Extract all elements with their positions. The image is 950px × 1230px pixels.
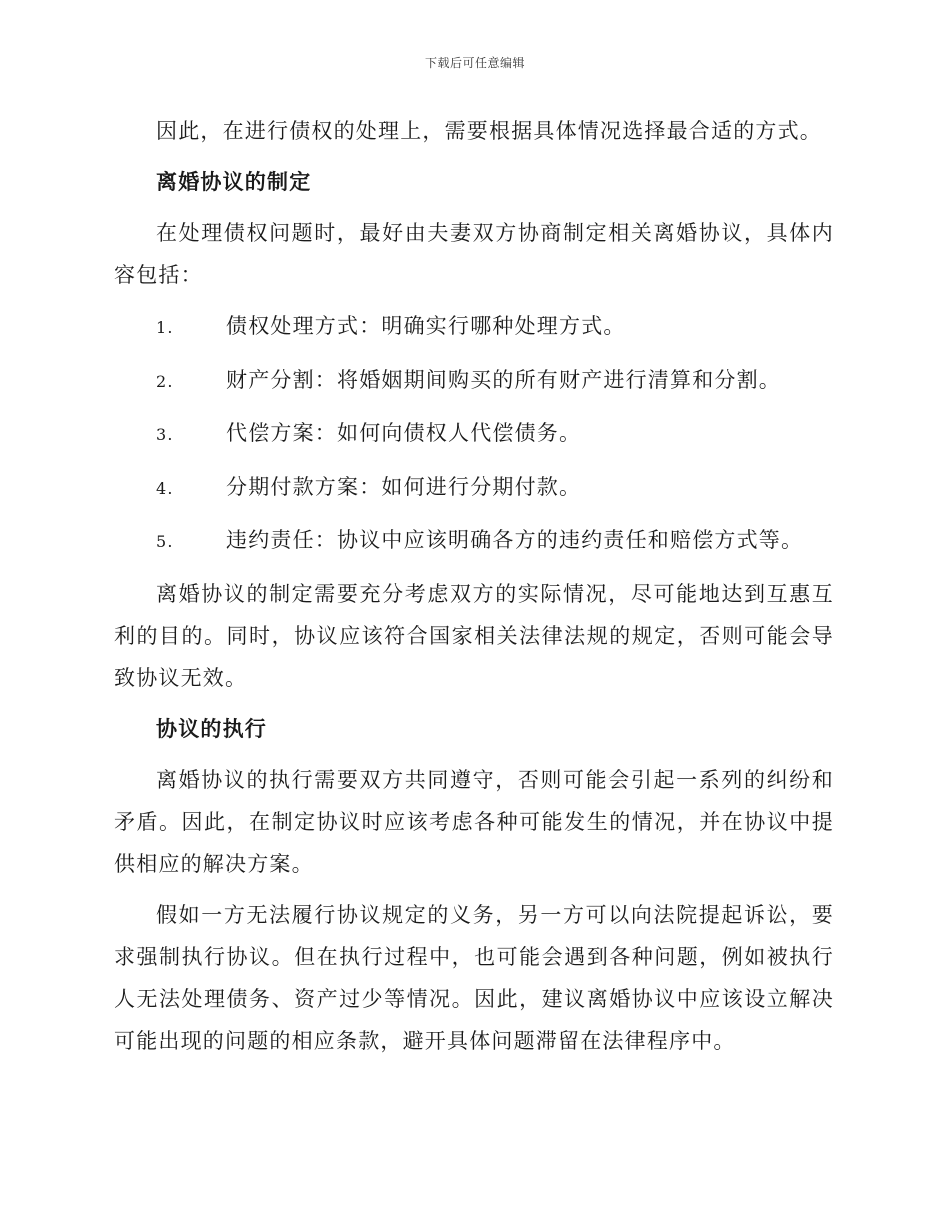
list-text: 违约责任：协议中应该明确各方的违约责任和赔偿方式等。 [226, 528, 804, 552]
paragraph-execution-compliance: 离婚协议的执行需要双方共同遵守，否则可能会引起一系列的纠纷和矛盾。因此，在制定协议时应该考虑各种可能发生的情况，并在协议中提供相应的解决方案。 [114, 767, 834, 876]
paragraph-execution-litigation: 假如一方无法履行协议规定的义务，另一方可以向法院提起诉讼，要求强制执行协议。但在执行过程中，也可能会遇到各种问题，例如被执行人无法处理债务、资产过少等情况。因此，建议离婚协议中应该设立解决可能出现的问题的相应条款，避开具体问题滞留在法律程序中。 [114, 902, 834, 1053]
list-number: 3. [156, 425, 174, 444]
list-text: 财产分割：将婚姻期间购买的所有财产进行清算和分割。 [226, 367, 781, 392]
list-item [114, 305, 834, 349]
list-number: 1. [156, 318, 174, 337]
document-body [114, 110, 834, 1071]
header-note: 下载后可任意编辑 [424, 56, 525, 70]
list-item [114, 519, 834, 563]
list-text: 代偿方案：如何向债权人代偿债务。 [226, 421, 582, 445]
list-item [114, 466, 834, 510]
paragraph-debt-handling-summary: 因此，在进行债权的处理上，需要根据具体情况选择最合适的方式。 [156, 119, 822, 143]
heading-agreement-drafting: 离婚协议的制定 [156, 169, 312, 194]
list-number: 4. [156, 478, 174, 498]
heading-agreement-execution: 协议的执行 [156, 715, 267, 741]
paragraph-agreement-intro: 在处理债权问题时，最好由夫妻双方协商制定相关离婚协议，具体内容包括： [114, 221, 834, 287]
paragraph-agreement-considerations: 离婚协议的制定需要充分考虑双方的实际情况，尽可能地达到互惠互利的目的。同时，协议应该符合国家相关法律法规的规定，否则可能会导致协议无效。 [114, 581, 834, 690]
list-text: 分期付款方案：如何进行分期付款。 [226, 474, 582, 499]
list-item [114, 359, 834, 403]
agreement-contents-list [114, 305, 834, 563]
list-number: 2. [156, 371, 174, 391]
list-number: 5. [156, 532, 174, 551]
list-item [114, 412, 834, 456]
list-text: 债权处理方式：明确实行哪种处理方式。 [226, 314, 626, 338]
